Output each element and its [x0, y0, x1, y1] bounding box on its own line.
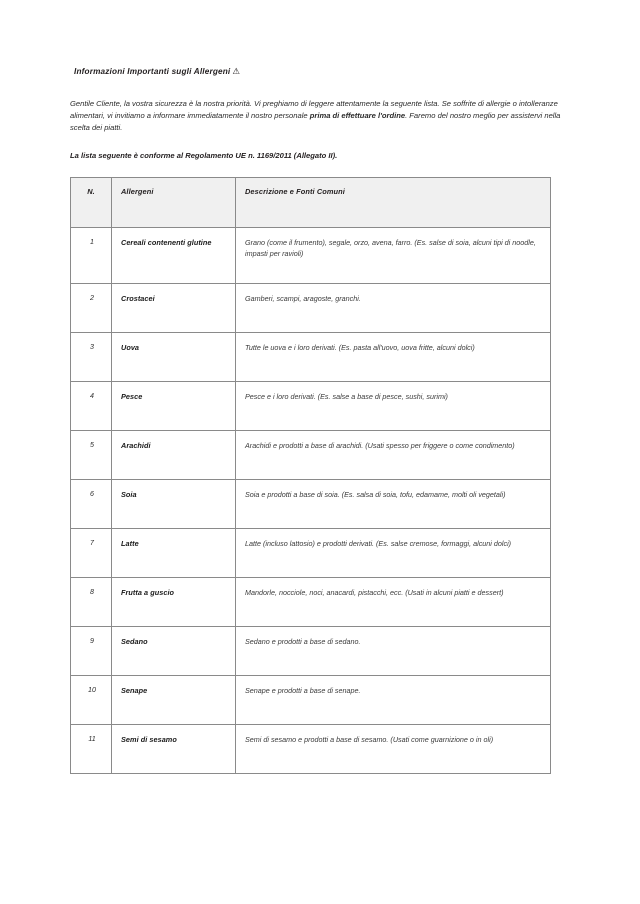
cell-description: Grano (come il frumento), segale, orzo, avena, farro. (Es. salse di soia, alcuni tipi di noodle, impasti per ravioli)	[236, 227, 551, 283]
cell-number: 3	[71, 332, 112, 381]
cell-number: 1	[71, 227, 112, 283]
cell-allergen: Uova	[112, 332, 236, 381]
cell-description: Senape e prodotti a base di senape.	[236, 675, 551, 724]
table-row	[71, 381, 551, 430]
cell-allergen: Sedano	[112, 626, 236, 675]
intro-text-part1: Gentile Cliente, la vostra sicurezza è la nostra priorità. Vi preghiamo di leggere attentamente la seguente lista. Se soffrite di allergie o intolleranze alimentari, vi invitiamo a informare immediatamente il nostro personale	[70, 98, 558, 121]
cell-description: Soia e prodotti a base di soia. (Es. salsa di soia, tofu, edamame, molti oli vegetali)	[236, 479, 551, 528]
cell-number: 2	[71, 283, 112, 332]
table-row	[71, 724, 551, 773]
cell-number: 5	[71, 430, 112, 479]
regulation-note: La lista seguente è conforme al Regolamento UE n. 1169/2011 (Allegato II).	[70, 150, 338, 160]
cell-number: 8	[71, 577, 112, 626]
column-header-description: Descrizione e Fonti Comuni	[236, 177, 551, 227]
cell-number: 9	[71, 626, 112, 675]
cell-allergen: Senape	[112, 675, 236, 724]
page-title	[74, 66, 570, 77]
cell-description: Mandorle, nocciole, noci, anacardi, pistacchi, ecc. (Usati in alcuni piatti e dessert)	[236, 577, 551, 626]
cell-description: Latte (incluso lattosio) e prodotti derivati. (Es. salse cremose, formaggi, alcuni dolci)	[236, 528, 551, 577]
cell-description: Gamberi, scampi, aragoste, granchi.	[236, 283, 551, 332]
cell-number: 7	[71, 528, 112, 577]
cell-number: 6	[71, 479, 112, 528]
cell-description: Sedano e prodotti a base di sedano.	[236, 626, 551, 675]
table-header	[71, 177, 551, 227]
cell-description: Tutte le uova e i loro derivati. (Es. pasta all'uovo, uova fritte, alcuni dolci)	[236, 332, 551, 381]
table-row	[71, 227, 551, 283]
cell-allergen: Semi di sesamo	[112, 724, 236, 773]
table-header-row	[71, 177, 551, 227]
intro-paragraph	[70, 98, 570, 135]
cell-allergen: Pesce	[112, 381, 236, 430]
table-row	[71, 430, 551, 479]
column-header-allergen: Allergeni	[112, 177, 236, 227]
table-body	[71, 227, 551, 773]
cell-description: Arachidi e prodotti a base di arachidi. (Usati spesso per friggere o come condimento)	[236, 430, 551, 479]
cell-allergen: Soia	[112, 479, 236, 528]
cell-allergen: Arachidi	[112, 430, 236, 479]
intro-text-part2: . Faremo del nostro meglio per assistervi nella scelta dei piatti.	[70, 111, 561, 133]
column-header-number: N.	[71, 177, 112, 227]
table-row	[71, 528, 551, 577]
table-row	[71, 577, 551, 626]
table-row	[71, 479, 551, 528]
cell-allergen: Crostacei	[112, 283, 236, 332]
warning-triangle-icon: ⚠	[232, 66, 241, 76]
cell-allergen: Latte	[112, 528, 236, 577]
cell-number: 10	[71, 675, 112, 724]
table-row	[71, 626, 551, 675]
cell-number: 11	[71, 724, 112, 773]
cell-allergen: Frutta a guscio	[112, 577, 236, 626]
table-row	[71, 332, 551, 381]
allergen-table	[70, 177, 551, 774]
cell-description: Semi di sesamo e prodotti a base di sesamo. (Usati come guarnizione o in oli)	[236, 724, 551, 773]
page-title-text: Informazioni Importanti sugli Allergeni	[74, 67, 231, 76]
cell-number: 4	[71, 381, 112, 430]
table-row	[71, 675, 551, 724]
cell-allergen: Cereali contenenti glutine	[112, 227, 236, 283]
table-row	[71, 283, 551, 332]
intro-emphasis: prima di effettuare l'ordine	[309, 111, 406, 121]
cell-description: Pesce e i loro derivati. (Es. salse a base di pesce, sushi, surimi)	[236, 381, 551, 430]
